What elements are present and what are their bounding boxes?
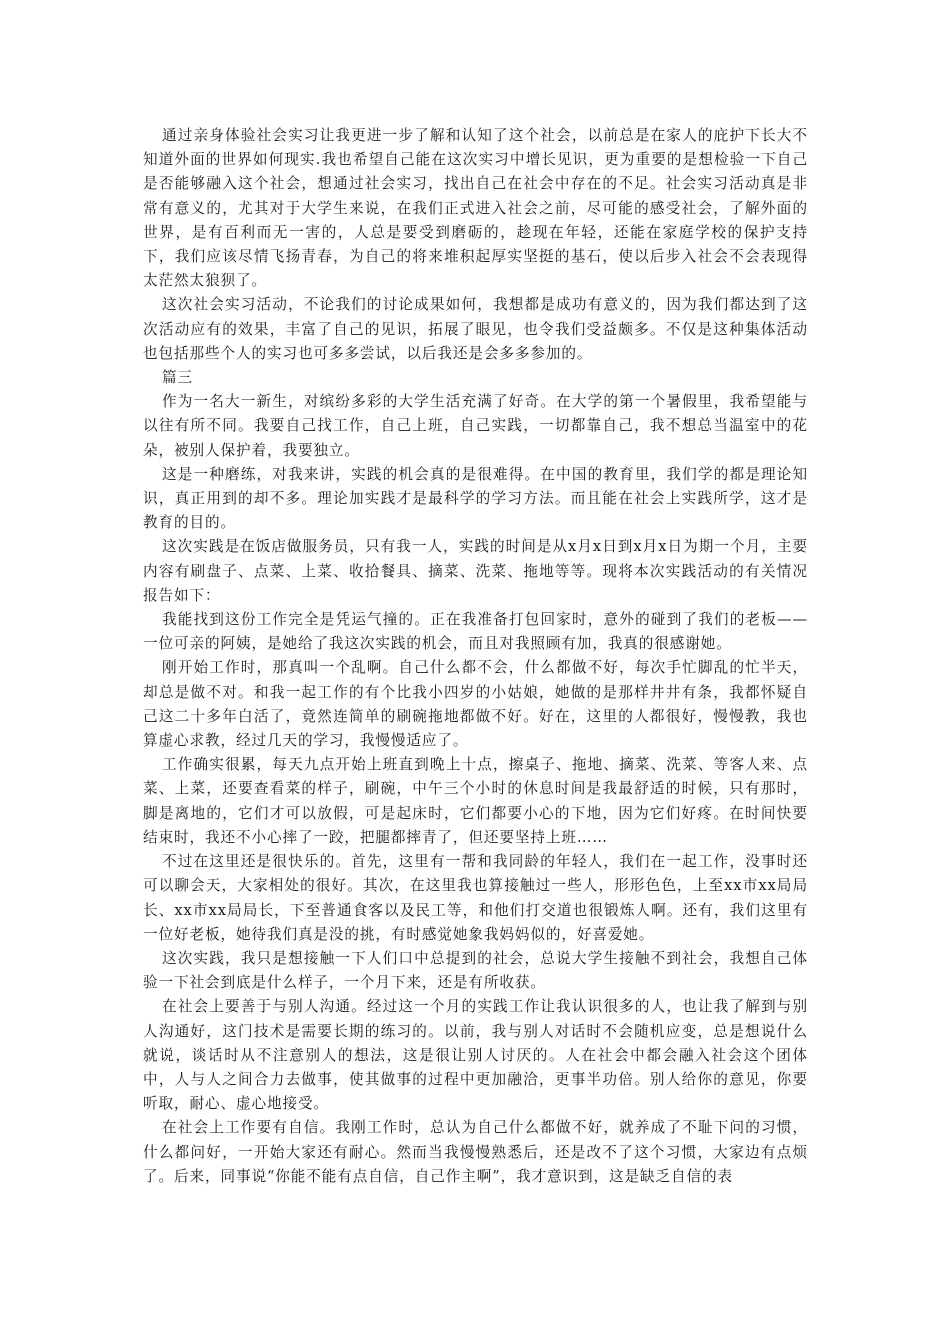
- paragraph-11: 在社会上要善于与别人沟通。经过这一个月的实践工作让我认识很多的人，也让我了解到与别人沟通好，这门技术是需要长期的练习的。以前，我与别人对话时不会随机应变，总是想说什么就说，谈话时从不注意别人的想法，这是很让别人讨厌的。人在社会中都会融入社会这个团体中，人与人之间合力去做事，使其做事的过程中更加融洽，更事半功倍。别人给你的意见，你要听取，耐心、虚心地接受。: [143, 998, 808, 1113]
- paragraph-2: 这次社会实习活动，不论我们的讨论成果如何，我想都是成功有意义的，因为我们都达到了这次活动应有的效果，丰富了自己的见识，拓展了眼见，也令我们受益颇多。不仅是这种集体活动也包括那些个人的实习也可多多尝试，以后我还是会多多参加的。: [143, 296, 808, 362]
- paragraph-3: 作为一名大一新生，对缤纷多彩的大学生活充满了好奇。在大学的第一个暑假里，我希望能与以往有所不同。我要自己找工作，自己上班，自己实践，一切都靠自己，我不想总当温室中的花朵，被别人保护着，我要独立。: [143, 393, 808, 459]
- paragraph-4: 这是一种磨练，对我来讲，实践的机会真的是很难得。在中国的教育里，我们学的都是理论知识，真正用到的却不多。理论加实践才是最科学的学习方法。而且能在社会上实践所学，这才是教育的目的。: [143, 465, 808, 532]
- paragraph-12: 在社会上工作要有自信。我刚工作时，总认为自己什么都做不好，就养成了不耻下问的习惯，什么都问好，一开始大家还有耐心。然而当我慢慢熟悉后，还是改不了这个习惯，大家边有点烦了。后来，同事说“你能不能有点自信，自己作主啊”，我才意识到，这是缺乏自信的表: [143, 1119, 808, 1185]
- section-heading: 篇三: [161, 369, 193, 387]
- paragraph-6: 我能找到这份工作完全是凭运气撞的。正在我准备打包回家时，意外的碰到了我们的老板——一位可亲的阿姨，是她给了我这次实践的机会，而且对我照顾有加，我真的很感谢她。: [143, 611, 808, 653]
- paragraph-9: 不过在这里还是很快乐的。首先，这里有一帮和我同龄的年轻人，我们在一起工作，没事时还可以聊会天，大家相处的很好。其次，在这里我也算接触过一些人，形形色色，上至xx市xx局局长、xx市xx局局长，下至普通食客以及民工等，和他们打交道也很锻炼人啊。还有，我们这里有一位好老板，她待我们真是没的挑，有时感觉她象我妈妈似的，好喜爱她。: [143, 853, 808, 943]
- paragraph-10: 这次实践，我只是想接触一下人们口中总提到的社会，总说大学生接触不到社会，我想自己体验一下社会到底是什么样子，一个月下来，还是有所收获。: [143, 949, 808, 992]
- paragraph-7: 刚开始工作时，那真叫一个乱啊。自己什么都不会，什么都做不好，每次手忙脚乱的忙半天，却总是做不对。和我一起工作的有个比我小四岁的小姑娘，她做的是那样井井有条，我都怀疑自己这二十多年白活了，竟然连简单的刷碗拖地都做不好。好在，这里的人都很好，慢慢教，我也算虚心求教，经过几天的学习，我慢慢适应了。: [143, 659, 808, 750]
- document-body: [143, 124, 808, 1189]
- paragraph-8: 工作确实很累，每天九点开始上班直到晚上十点，擦桌子、拖地、摘菜、洗菜、等客人来、点菜、上菜，还要查看菜的样子，刷碗，中午三个小时的休息时间是我最舒适的时候，只有那时，脚是离地的，它们才可以放假，可是起床时，它们都要小心的下地，因为它们好疼。在时间快要结束时，我还不小心摔了一跤，把腿都摔青了，但还要坚持上班……: [143, 756, 808, 846]
- paragraph-1: 通过亲身体验社会实习让我更进一步了解和认知了这个社会，以前总是在家人的庇护下长大不知道外面的世界如何现实.我也希望自己能在这次实习中增长见识，更为重要的是想检验一下自己是否能够融入这个社会，想通过社会实习，找出自己在社会中存在的不足。社会实习活动真是非常有意义的，尤其对于大学生来说，在我们正式进入社会之前，尽可能的感受社会，了解外面的世界，是有百利而无一害的，人总是要受到磨砺的，趁现在年轻，还能在家庭学校的保护支持下，我们应该尽情飞扬青春，为自己的将来堆积起厚实坚挺的基石，使以后步入社会不会表现得太茫然太狼狈了。: [143, 127, 808, 290]
- paragraph-5: 这次实践是在饭店做服务员，只有我一人，实践的时间是从x月x日到x月x日为期一个月，主要内容有刷盘子、点菜、上菜、收拾餐具、摘菜、洗菜、拖地等等。现将本次实践活动的有关情况报告如下：: [143, 538, 808, 604]
